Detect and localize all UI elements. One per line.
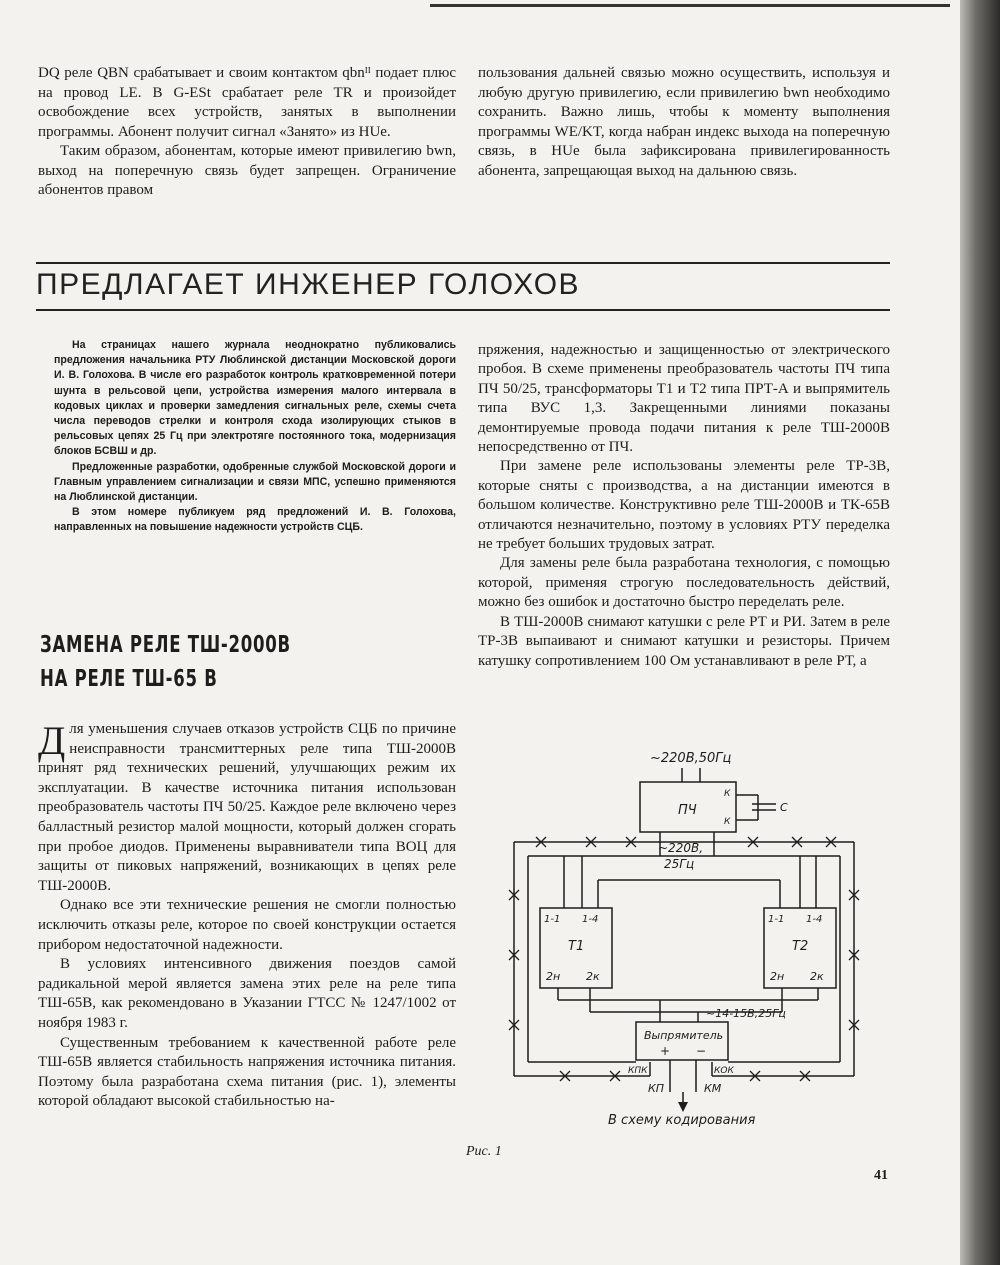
top-rule bbox=[430, 4, 950, 7]
circuit-diagram bbox=[500, 740, 880, 1135]
intro-block bbox=[54, 338, 456, 536]
subheading-line-1: ЗАМЕНА РЕЛЕ ТШ-2000В bbox=[40, 632, 291, 658]
article-left-column bbox=[38, 720, 456, 1112]
km-label: КМ bbox=[704, 1082, 722, 1095]
intro-paragraph-3: В этом номере публикуем ряд предложений И. В. Голохова, направленных на повышение надежности устройств СЦБ. bbox=[54, 506, 456, 534]
k-label-top: К bbox=[724, 789, 731, 799]
plus-label: + bbox=[660, 1044, 671, 1058]
article-right-paragraph-2: Для замены реле была разработана технология, с помощью которой, применяя строгую последовательность действий, можно без ошибок и достаточно быстро переделать реле. bbox=[478, 555, 890, 611]
t1-term-11: 1-1 bbox=[544, 914, 561, 925]
section-heading: ПРЕДЛАГАЕТ ИНЖЕНЕР ГОЛОХОВ bbox=[36, 268, 581, 301]
article-left-paragraph-1: Однако все эти технические решения не смогли полностью исключить отказы реле, которое по своей конструкции остается прибором недостаточной надежности. bbox=[38, 897, 456, 953]
supply-label: ~220В,50Гц bbox=[650, 751, 732, 766]
article-right-column bbox=[478, 341, 890, 671]
top-right-paragraph-1: пользования дальней связью можно осуществить, используя и любую другую привилегию, если привилегию bwn необходимо сохранить. Важно лишь, чтобы к моменту выполнения программы WE/KT, когда набран индекс выхода на поперечную связь, в HUe была зафиксирована привилегированность абонента, запрещающая выход на дальнюю связь. bbox=[478, 65, 890, 179]
article-first-text: ля уменьшения случаев отказов устройств СЦБ по причине неисправности трансмиттерных реле типа ТШ-2000В принят ряд технических решений, улучшающих режим их эксплуатации. В качестве источника питания использован преобразователь частоты ПЧ 50/25. Каждое реле включено через балластный резистор малой мощности, который должен сгорать при пробое диодов. Применены выравниватели типа ВОЦ для защиты от пиковых напряжений, возникающих в цепях реле ТШ-2000В. bbox=[38, 721, 456, 894]
rect-voltage-label: ~14-15В,25Гц bbox=[706, 1007, 786, 1020]
heading-rule-top bbox=[36, 262, 890, 264]
t2-label: Т2 bbox=[792, 939, 809, 954]
article-right-first: пряжения, надежностью и защищенностью от электрического пробоя. В схеме применены преобразователь частоты ПЧ типа ПЧ 50/25, трансформаторы Т1 и Т2 типа ПРТ-А и выпрямитель типа ВУС 1,3. Закрещенными линиями показаны демонтируемые провода подачи питания к реле ТШ-2000В непосредственно от ПЧ. bbox=[478, 342, 890, 456]
intro-paragraph-2: Предложенные разработки, одобренные службой Московской дороги и Главным управлением сигнализации и связи МПС, успешно применяются на Люблинской дистанции. bbox=[54, 460, 456, 504]
top-left-paragraph-2: Таким образом, абонентам, которые имеют привилегию bwn, выход на поперечную связь будет запрещен. Ограничение абонентов правом bbox=[38, 143, 456, 198]
t2-term-2n: 2н bbox=[770, 970, 785, 983]
pch-label: ПЧ bbox=[678, 803, 697, 818]
article-right-paragraph-3: В ТШ-2000В снимают катушки с реле РТ и РИ. Затем в реле ТР-3В выпаивают и снимают катушки и резисторы. Причем катушку сопротивлением 100 Ом устанавливают в реле РТ, а bbox=[478, 613, 890, 669]
article-first-paragraph bbox=[38, 720, 456, 896]
figure-caption: Рис. 1 bbox=[466, 1144, 502, 1159]
intro-paragraph-1: На страницах нашего журнала неоднократно публиковались предложения начальника РТУ Люблинской дистанции Московской дороги И. В. Голохова. В числе его разработок контроль кратковременной потери шунта в рельсовой цепи, устройства измерения малого интервала в кодовых циклах и проверки замедления сигнальных реле, схемы счета числа переводов стрелки и контроля схода изолирующих стыков в рельсовых цепях 25 Гц при электротяге постоянного тока, модернизация блоков БСВШ и др. bbox=[54, 339, 456, 458]
rectifier-label: Выпрямитель bbox=[644, 1029, 724, 1042]
article-right-paragraph-1: При замене реле использованы элементы реле ТР-3В, которые сняты с производства, а на дистанции имеются в большом количестве. Конструктивно реле ТШ-2000В и ТК-65В отличаются незначительно, поэтому в условиях РТУ переделка не требует больших трудовых затрат. bbox=[478, 458, 890, 553]
k-label-bottom: К bbox=[724, 817, 731, 827]
article-left-paragraph-3: Существенным требованием к качественной работе реле ТШ-65В является стабильность напряжения источника питания. Поэтому была разработана схема питания (рис. 1), элементы которой обладают высокой стабильностью на- bbox=[38, 1034, 456, 1110]
top-left-paragraph-1: DQ реле QBN срабатывает и своим контактом qbnᴵᴵ подает плюс на провод LE. В G-ESt срабатает реле TR и произойдет освобождение всех устройств, занятых в выполнении программы. Абонент получит сигнал «Занято» из HUe. bbox=[38, 65, 456, 140]
article-subheading bbox=[40, 628, 291, 696]
subheading-line-2: НА РЕЛЕ ТШ-65 В bbox=[40, 666, 218, 692]
article-left-paragraph-2: В условиях интенсивного движения поездов самой радикальной мерой является замена этих реле на реле типа ТШ-65В, как рекомендовано в Указании ГТСС № 1247/1002 от ноября 1983 г. bbox=[38, 956, 456, 1031]
top-left-column bbox=[38, 64, 456, 201]
kok-label: КОК bbox=[714, 1066, 734, 1076]
heading-rule-bottom bbox=[36, 309, 890, 311]
t1-label: Т1 bbox=[568, 939, 585, 954]
mid-voltage-label-2: 25Гц bbox=[664, 857, 695, 871]
kpk-label: КПК bbox=[628, 1066, 648, 1076]
page-edge-shadow bbox=[960, 0, 1000, 1265]
page-number: 41 bbox=[874, 1168, 888, 1183]
t1-term-2n: 2н bbox=[546, 970, 561, 983]
cross-marks bbox=[509, 837, 859, 1081]
output-label: В схему кодирования bbox=[608, 1113, 756, 1128]
mid-voltage-label-1: ~220В, bbox=[658, 841, 704, 855]
t1-term-14: 1-4 bbox=[582, 914, 599, 925]
t2-term-11: 1-1 bbox=[768, 914, 785, 925]
output-arrow-head bbox=[678, 1102, 688, 1112]
t2-term-14: 1-4 bbox=[806, 914, 823, 925]
t2-term-2k: 2к bbox=[810, 970, 824, 983]
drop-cap: Д bbox=[38, 718, 66, 763]
capacitor-label: С bbox=[780, 801, 788, 814]
top-right-column bbox=[478, 64, 890, 181]
t1-term-2k: 2к bbox=[586, 970, 600, 983]
minus-label: − bbox=[696, 1044, 707, 1058]
kp-label: КП bbox=[648, 1082, 665, 1095]
